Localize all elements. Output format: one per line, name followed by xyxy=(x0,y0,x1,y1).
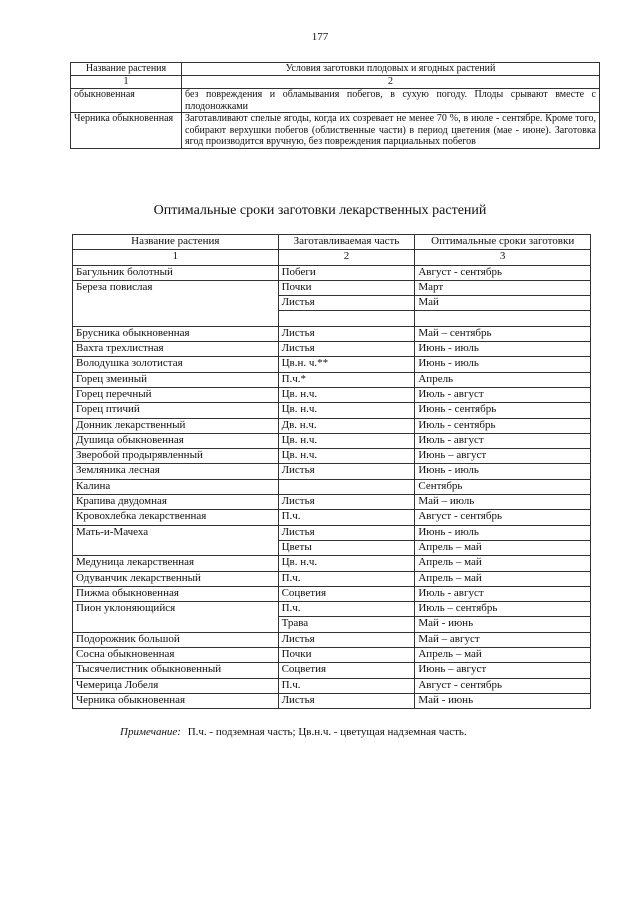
part-cell: П.ч. xyxy=(278,602,415,617)
part-cell: Листья xyxy=(278,326,415,341)
table-header-row xyxy=(73,235,591,250)
plant-name-cell: Сосна обыкновенная xyxy=(73,648,279,663)
plant-name-cell: Черника обыкновенная xyxy=(73,693,279,708)
plant-name-cell: Донник лекарственный xyxy=(73,418,279,433)
table-row xyxy=(73,602,591,617)
plant-name-cell: Тысячелистник обыкновенный xyxy=(73,663,279,678)
header-period: Оптимальные сроки заготовки xyxy=(415,235,591,250)
part-cell: Цв. н.ч. xyxy=(278,556,415,571)
period-cell: Апрель xyxy=(415,372,591,387)
plant-name-cell: Багульник болотный xyxy=(73,265,279,280)
table-row xyxy=(73,280,591,295)
plant-name-cell: обыкновенная xyxy=(71,89,182,113)
harvest-conditions-table xyxy=(70,62,600,149)
table-row xyxy=(73,418,591,433)
plant-name-cell: Береза повислая xyxy=(73,280,279,326)
part-cell: Листья xyxy=(278,525,415,540)
plant-name-cell: Пион уклоняющийся xyxy=(73,602,279,633)
page-number: 177 xyxy=(311,31,329,43)
period-cell: Апрель – май xyxy=(415,571,591,586)
conditions-cell: Заготавливают спелые ягоды, когда их созревает не менее 70 %, в июле - сентябре. Кроме того, собирают верхушки побегов (облиственные части) в период цветения (мае - июне). Заготовка ягод производится вручную, без повреждения парциальных побегов xyxy=(182,113,600,149)
plant-name-cell: Одуванчик лекарственный xyxy=(73,571,279,586)
harvest-periods-table xyxy=(72,234,591,709)
part-cell xyxy=(278,311,415,326)
table-row xyxy=(73,632,591,647)
plant-name-cell: Медуница лекарственная xyxy=(73,556,279,571)
part-cell: Листья xyxy=(278,693,415,708)
plant-name-cell: Душица обыкновенная xyxy=(73,433,279,448)
part-cell: Листья xyxy=(278,342,415,357)
table-number-row xyxy=(71,76,600,89)
period-cell: Июль - август xyxy=(415,387,591,402)
table-row xyxy=(73,464,591,479)
plant-name-cell: Крапива двудомная xyxy=(73,495,279,510)
part-cell: Листья xyxy=(278,296,415,311)
section-title: Оптимальные сроки заготовки лекарственных растений xyxy=(153,203,487,218)
part-cell: Цв. н.ч. xyxy=(278,433,415,448)
part-cell: Дв. н.ч. xyxy=(278,418,415,433)
part-cell: Листья xyxy=(278,464,415,479)
part-cell: Соцветия xyxy=(278,586,415,601)
period-cell: Апрель – май xyxy=(415,648,591,663)
plant-name-cell: Черника обыкновенная xyxy=(71,113,182,149)
part-cell: Цв. н.ч. xyxy=(278,449,415,464)
header-part: Заготавливаемая часть xyxy=(278,235,415,250)
plant-name-cell: Калина xyxy=(73,479,279,494)
period-cell: Август - сентябрь xyxy=(415,510,591,525)
table-row xyxy=(73,265,591,280)
footnote-label: Примечание: xyxy=(120,726,181,738)
conditions-cell: без повреждения и обламывания побегов, в сухую погоду. Плоды срывают вместе с плодоножками xyxy=(182,89,600,113)
plant-name-cell: Горец перечный xyxy=(73,387,279,402)
table-row xyxy=(73,510,591,525)
period-cell: Август - сентябрь xyxy=(415,678,591,693)
table-row xyxy=(71,89,600,113)
part-cell: Листья xyxy=(278,495,415,510)
table-row xyxy=(73,571,591,586)
part-cell xyxy=(278,479,415,494)
column-number: 2 xyxy=(182,76,600,89)
table-row xyxy=(73,693,591,708)
part-cell: П.ч.* xyxy=(278,372,415,387)
period-cell: Июль - сентябрь xyxy=(415,418,591,433)
plant-name-cell: Мать-и-Мачеха xyxy=(73,525,279,556)
column-number: 2 xyxy=(278,250,415,265)
part-cell: П.ч. xyxy=(278,678,415,693)
plant-name-cell: Брусника обыкновенная xyxy=(73,326,279,341)
footnote xyxy=(120,726,467,738)
period-cell: Июль - август xyxy=(415,433,591,448)
header-conditions: Условия заготовки плодовых и ягодных растений xyxy=(182,63,600,76)
period-cell: Май – июль xyxy=(415,495,591,510)
table-row xyxy=(73,678,591,693)
period-cell: Июнь - июль xyxy=(415,525,591,540)
table-row xyxy=(73,326,591,341)
plant-name-cell: Земляника лесная xyxy=(73,464,279,479)
plant-name-cell: Володушка золотистая xyxy=(73,357,279,372)
table-number-row xyxy=(73,250,591,265)
header-plant-name: Название растения xyxy=(73,235,279,250)
column-number: 1 xyxy=(71,76,182,89)
plant-name-cell: Чемерица Лобеля xyxy=(73,678,279,693)
table-row xyxy=(73,357,591,372)
table-row xyxy=(73,449,591,464)
table-row xyxy=(73,403,591,418)
table-row xyxy=(73,556,591,571)
period-cell: Июнь - июль xyxy=(415,464,591,479)
header-plant-name: Название растения xyxy=(71,63,182,76)
part-cell: Цв. н.ч. xyxy=(278,403,415,418)
plant-name-cell: Кровохлебка лекарственная xyxy=(73,510,279,525)
table-row xyxy=(73,433,591,448)
period-cell: Май xyxy=(415,296,591,311)
part-cell: Трава xyxy=(278,617,415,632)
part-cell: Побеги xyxy=(278,265,415,280)
part-cell: Цв. н.ч. xyxy=(278,387,415,402)
part-cell: Листья xyxy=(278,632,415,647)
period-cell: Май – сентябрь xyxy=(415,326,591,341)
table-row xyxy=(73,586,591,601)
period-cell: Июль – сентябрь xyxy=(415,602,591,617)
plant-name-cell: Горец змеиный xyxy=(73,372,279,387)
plant-name-cell: Горец птичий xyxy=(73,403,279,418)
period-cell xyxy=(415,311,591,326)
period-cell: Июнь - сентябрь xyxy=(415,403,591,418)
plant-name-cell: Зверобой продырявленный xyxy=(73,449,279,464)
column-number: 1 xyxy=(73,250,279,265)
plant-name-cell: Вахта трехлистная xyxy=(73,342,279,357)
part-cell: Почки xyxy=(278,280,415,295)
table-header-row xyxy=(71,63,600,76)
footnote-text: П.ч. - подземная часть; Цв.н.ч. - цветущая надземная часть. xyxy=(187,726,467,738)
column-number: 3 xyxy=(415,250,591,265)
period-cell: Май – август xyxy=(415,632,591,647)
period-cell: Июль - август xyxy=(415,586,591,601)
table-row xyxy=(73,525,591,540)
table-row xyxy=(73,372,591,387)
table-row xyxy=(73,663,591,678)
plant-name-cell: Пижма обыкновенная xyxy=(73,586,279,601)
part-cell: П.ч. xyxy=(278,510,415,525)
table-row xyxy=(71,113,600,149)
table-row xyxy=(73,479,591,494)
table-row xyxy=(73,342,591,357)
period-cell: Июнь – август xyxy=(415,663,591,678)
period-cell: Июнь - июль xyxy=(415,357,591,372)
period-cell: Март xyxy=(415,280,591,295)
period-cell: Апрель – май xyxy=(415,556,591,571)
table-row xyxy=(73,495,591,510)
period-cell: Август - сентябрь xyxy=(415,265,591,280)
period-cell: Апрель – май xyxy=(415,540,591,555)
part-cell: Цветы xyxy=(278,540,415,555)
period-cell: Сентябрь xyxy=(415,479,591,494)
period-cell: Июнь - июль xyxy=(415,342,591,357)
period-cell: Май - июнь xyxy=(415,617,591,632)
table-row xyxy=(73,387,591,402)
plant-name-cell: Подорожник большой xyxy=(73,632,279,647)
part-cell: Почки xyxy=(278,648,415,663)
period-cell: Май - июнь xyxy=(415,693,591,708)
table-row xyxy=(73,648,591,663)
part-cell: Соцветия xyxy=(278,663,415,678)
part-cell: Цв.н. ч.** xyxy=(278,357,415,372)
part-cell: П.ч. xyxy=(278,571,415,586)
period-cell: Июнь – август xyxy=(415,449,591,464)
